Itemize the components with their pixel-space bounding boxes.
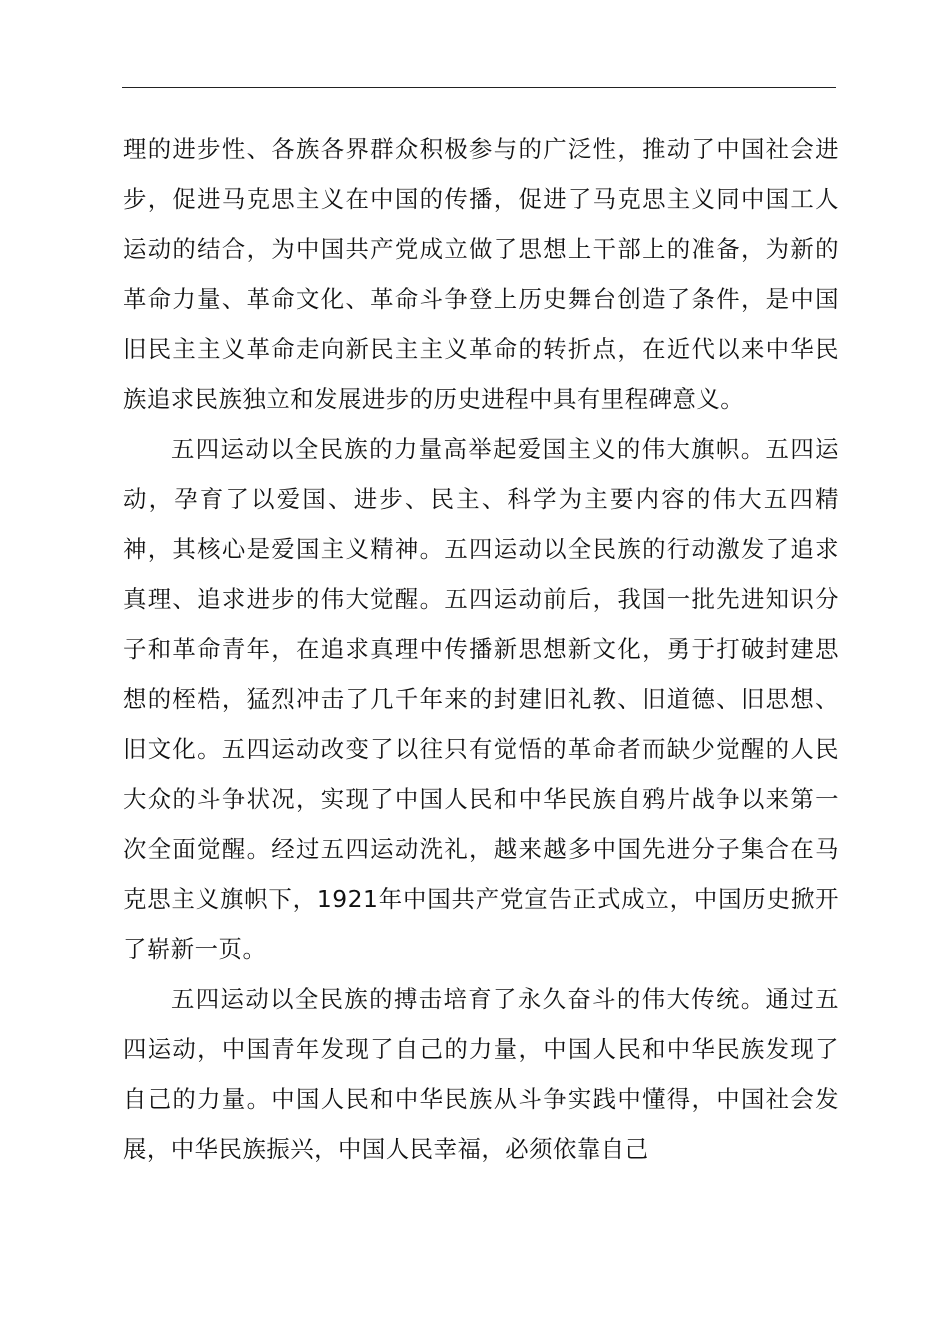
paragraph-tradition: 五四运动以全民族的搏击培育了永久奋斗的伟大传统。通过五四运动，中国青年发现了自己的力量，中国人民和中华民族发现了自己的力量。中国人民和中华民族从斗争实践中懂得，中国社会发展，中华民族振兴，中国人民幸福，必须依靠自己 (123, 985, 839, 1163)
paragraph-patriotism: 五四运动以全民族的力量高举起爱国主义的伟大旗帜。五四运动，孕育了以爱国、进步、民主、科学为主要内容的伟大五四精神，其核心是爱国主义精神。五四运动以全民族的行动激发了追求真理、追求进步的伟大觉醒。五四运动前后，我国一批先进知识分子和革命青年，在追求真理中传播新思想新文化，勇于打破封建思想的桎梏，猛烈冲击了几千年来的封建旧礼教、旧道德、旧思想、旧文化。五四运动改变了以往只有觉悟的革命者而缺少觉醒的人民大众的斗争状况，实现了中国人民和中华民族自鸦片战争以来第一次全面觉醒。经过五四运动洗礼，越来越多中国先进分子集合在马克思主义旗帜下，1921年中国共产党宣告正式成立，中国历史掀开了崭新一页。 (123, 435, 839, 963)
body-text (123, 124, 839, 1174)
paragraph-continuation: 理的进步性、各族各界群众积极参与的广泛性，推动了中国社会进步，促进马克思主义在中国的传播，促进了马克思主义同中国工人运动的结合，为中国共产党成立做了思想上干部上的准备，为新的革命力量、革命文化、革命斗争登上历史舞台创造了条件，是中国旧民主主义革命走向新民主主义革命的转折点，在近代以来中华民族追求民族独立和发展进步的历史进程中具有里程碑意义。 (123, 135, 839, 413)
header-rule (122, 87, 836, 88)
